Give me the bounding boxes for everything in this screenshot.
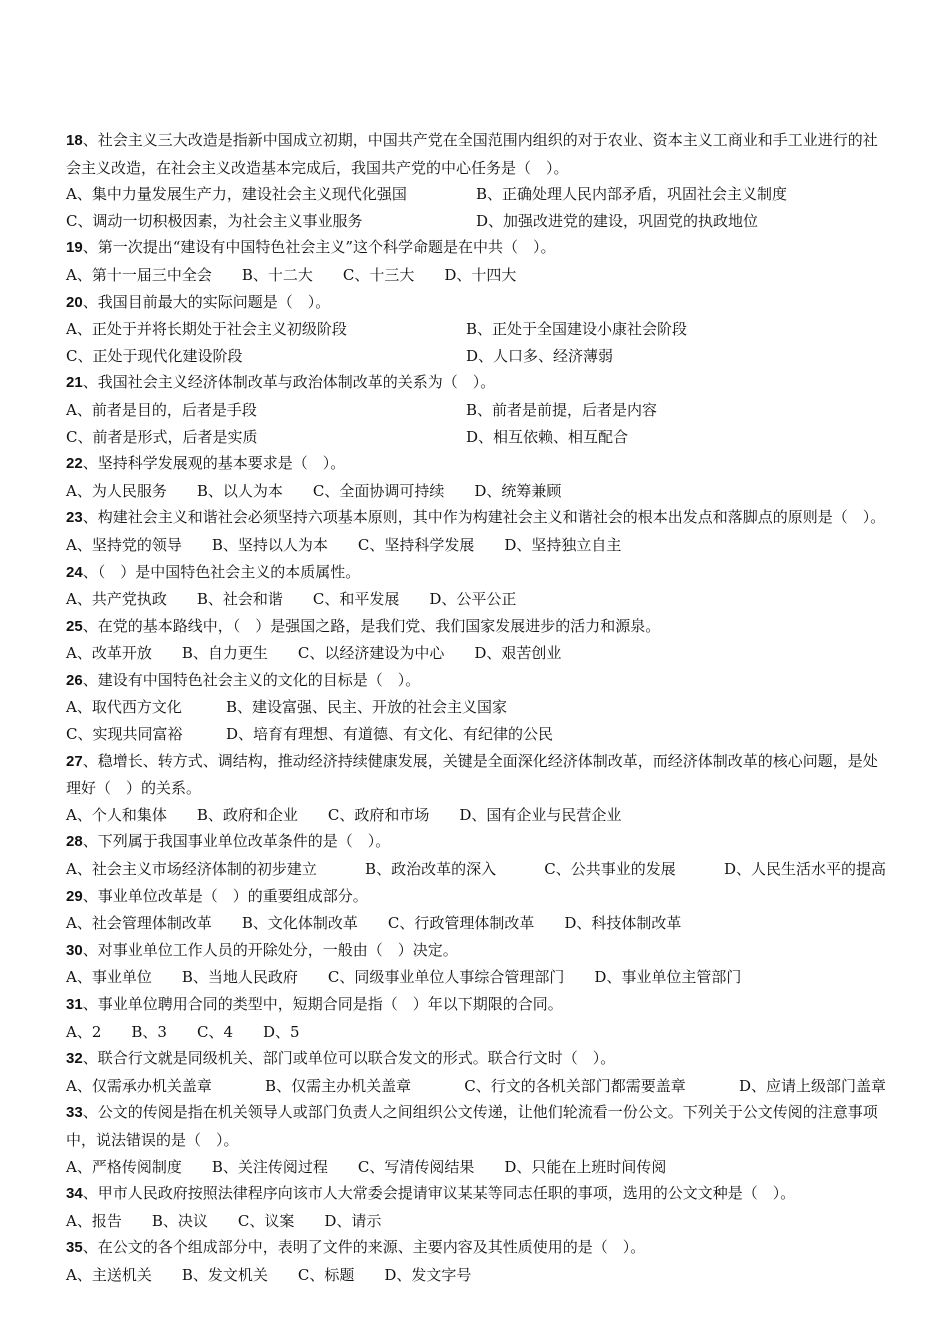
- option-c: C、行政管理体制改革: [387, 914, 535, 933]
- option-b: B、十二大: [241, 265, 313, 284]
- options-31: [66, 1019, 886, 1046]
- option-c: C、坚持科学发展: [357, 535, 475, 554]
- question-text: 、社会主义三大改造是指新中国成立初期，中国共产党在全国范围内组织的对于农业、资本主义工商业和手工业进行的社会主义改造，在社会主义改造基本完成后，我国共产党的中心任务是（ ）。: [66, 131, 878, 177]
- question-text: 、我国社会主义经济体制改革与政治体制改革的关系为（ ）。: [82, 373, 496, 392]
- option-a: A、为人民服务: [66, 481, 167, 500]
- option-c: C、正处于现代化建设阶段: [66, 346, 243, 365]
- option-a: A、社会管理体制改革: [66, 914, 212, 933]
- question-number: 24: [66, 563, 83, 581]
- question-30: [66, 937, 886, 965]
- option-b: B、发文机关: [181, 1265, 268, 1284]
- question-text: 、在公文的各个组成部分中，表明了文件的来源、主要内容及其性质使用的是（ ）。: [82, 1238, 646, 1257]
- question-number: 29: [66, 887, 83, 905]
- option-d: D、5: [263, 1022, 300, 1041]
- option-c: C、同级事业单位人事综合管理部门: [327, 968, 565, 987]
- question-18: [66, 127, 886, 181]
- question-text: 、事业单位聘用合同的类型中，短期合同是指（ ）年以下期限的合同。: [82, 995, 563, 1013]
- question-text: 、联合行文就是同级机关、部门或单位可以联合发文的形式。联合行文时（ ）。: [82, 1049, 616, 1068]
- question-26: [66, 667, 886, 695]
- question-27: [66, 748, 886, 802]
- question-number: 31: [66, 996, 83, 1013]
- question-28: [66, 828, 886, 856]
- option-b: B、坚持以人为本: [211, 535, 328, 554]
- option-d: D、加强改进党的建设，巩固党的执政地位: [476, 211, 759, 230]
- option-a: A、报告: [66, 1211, 122, 1230]
- options-27: [66, 802, 886, 829]
- question-19: [66, 234, 886, 262]
- option-c: C、写清传阅结果: [357, 1157, 475, 1176]
- option-d: D、国有企业与民营企业: [459, 805, 622, 824]
- option-b: B、政治改革的深入: [365, 860, 497, 879]
- options-18: [66, 181, 886, 234]
- option-c: C、4: [196, 1022, 233, 1041]
- options-25: [66, 640, 886, 667]
- option-c: C、议案: [237, 1211, 295, 1230]
- option-a: A、严格传阅制度: [66, 1157, 182, 1176]
- question-text: 、我国目前最大的实际问题是（ ）。: [82, 292, 331, 311]
- option-b: B、关注传阅过程: [211, 1157, 328, 1176]
- option-d: D、艰苦创业: [474, 644, 562, 663]
- options-34: [66, 1208, 886, 1235]
- option-a: A、取代西方文化: [66, 698, 182, 717]
- question-35: [66, 1234, 886, 1262]
- question-33: [66, 1099, 886, 1153]
- option-c: C、前者是形式，后者是实质: [66, 427, 258, 446]
- option-d: D、十四大: [444, 265, 517, 284]
- question-number: 25: [66, 617, 83, 635]
- option-b: B、当地人民政府: [181, 968, 298, 987]
- question-number: 35: [66, 1239, 83, 1257]
- question-number: 32: [66, 1050, 83, 1068]
- options-26: [66, 694, 886, 747]
- option-d: D、只能在上班时间传阅: [504, 1157, 667, 1176]
- option-a: A、集中力量发展生产力，建设社会主义现代化强国: [66, 185, 407, 204]
- question-text: 、在党的基本路线中，（ ）是强国之路，是我们党、我们国家发展进步的活力和源泉。: [82, 616, 661, 635]
- question-text: 、第一次提出“建设有中国特色社会主义”这个科学命题是在中共（ ）。: [82, 238, 556, 257]
- options-24: [66, 586, 886, 613]
- option-a: A、主送机关: [66, 1265, 152, 1284]
- question-text: 、构建社会主义和谐社会必须坚持六项基本原则，其中作为构建社会主义和谐社会的根本出发点和落脚点的原则是（ ）。: [82, 508, 886, 527]
- option-d: D、发文字号: [384, 1265, 472, 1284]
- options-22: [66, 478, 886, 505]
- option-b: B、政府和企业: [196, 805, 298, 824]
- question-number: 27: [66, 752, 83, 770]
- option-a: A、个人和集体: [66, 805, 167, 824]
- question-text: 、甲市人民政府按照法律程序向该市人大常委会提请审议某某等同志任职的事项，选用的公文文种是（ ）。: [82, 1184, 796, 1203]
- document-page: [66, 127, 886, 1289]
- question-number: 26: [66, 671, 83, 689]
- question-number: 18: [66, 132, 83, 149]
- option-c: C、行文的各机关部门都需要盖章: [464, 1076, 686, 1095]
- option-c: C、公共事业的发展: [544, 860, 676, 879]
- question-number: 34: [66, 1185, 83, 1203]
- options-29: [66, 910, 886, 937]
- question-number: 30: [66, 941, 83, 959]
- option-b: B、3: [131, 1022, 167, 1041]
- question-text: 、建设有中国特色社会主义的文化的目标是（ ）。: [82, 670, 421, 689]
- option-b: B、前者是前提，后者是内容: [466, 400, 658, 419]
- option-b: B、正确处理人民内部矛盾，巩固社会主义制度: [476, 185, 788, 204]
- option-c: C、标题: [297, 1265, 355, 1284]
- option-a: A、共产党执政: [66, 590, 167, 609]
- question-number: 33: [66, 1104, 83, 1122]
- question-text: 、稳增长、转方式、调结构，推动经济持续健康发展，关键是全面深化经济体制改革，而经济体制改革的核心问题，是处理好（ ）的关系。: [66, 751, 878, 798]
- option-a: A、仅需承办机关盖章: [66, 1076, 212, 1095]
- options-21: [66, 397, 886, 450]
- option-b: B、建设富强、民主、开放的社会主义国家: [226, 698, 508, 717]
- option-b: B、文化体制改革: [241, 914, 358, 933]
- options-30: [66, 964, 886, 991]
- option-a: A、第十一届三中全会: [66, 265, 212, 284]
- option-d: D、事业单位主管部门: [594, 968, 742, 987]
- question-25: [66, 613, 886, 641]
- question-text: 、坚持科学发展观的基本要求是（ ）。: [82, 454, 346, 473]
- options-23: [66, 532, 886, 559]
- option-b: B、自力更生: [181, 644, 268, 663]
- question-text: 、公文的传阅是指在机关领导人或部门负责人之间组织公文传递，让他们轮流看一份公文。下列关于公文传阅的注意事项中，说法错误的是（ ）。: [66, 1103, 878, 1149]
- options-32: [66, 1073, 886, 1100]
- options-35: [66, 1262, 886, 1289]
- option-d: D、人口多、经济薄弱: [466, 346, 614, 365]
- question-34: [66, 1180, 886, 1208]
- option-d: D、坚持独立自主: [504, 535, 622, 554]
- option-a: A、坚持党的领导: [66, 535, 182, 554]
- option-d: D、请示: [324, 1211, 382, 1230]
- question-23: [66, 504, 886, 532]
- question-29: [66, 883, 886, 911]
- question-number: 23: [66, 509, 83, 527]
- question-text: 、事业单位改革是（ ）的重要组成部分。: [82, 886, 368, 905]
- option-c: C、以经济建设为中心: [297, 644, 445, 663]
- option-c: C、和平发展: [312, 590, 400, 609]
- option-b: B、决议: [151, 1211, 208, 1230]
- option-d: D、应请上级部门盖章: [738, 1076, 886, 1095]
- question-number: 21: [66, 374, 83, 392]
- question-number: 19: [66, 239, 83, 257]
- question-22: [66, 450, 886, 478]
- option-d: D、科技体制改革: [564, 914, 682, 933]
- options-33: [66, 1154, 886, 1181]
- question-text: 、对事业单位工作人员的开除处分，一般由（ ）决定。: [82, 940, 458, 959]
- option-a: A、改革开放: [66, 644, 152, 663]
- option-d: D、统筹兼顾: [474, 481, 562, 500]
- option-b: B、社会和谐: [196, 590, 283, 609]
- options-28: [66, 856, 886, 883]
- option-a: A、社会主义市场经济体制的初步建立: [66, 860, 317, 879]
- options-19: [66, 262, 886, 289]
- option-b: B、以人为本: [196, 481, 283, 500]
- option-a: A、前者是目的，后者是手段: [66, 400, 257, 419]
- option-d: D、相互依赖、相互配合: [466, 427, 629, 446]
- option-d: D、人民生活水平的提高: [723, 860, 886, 879]
- question-number: 28: [66, 833, 83, 851]
- option-c: C、实现共同富裕: [66, 725, 183, 744]
- option-a: A、2: [66, 1022, 102, 1041]
- options-20: [66, 316, 886, 369]
- question-21: [66, 369, 886, 397]
- option-b: B、仅需主办机关盖章: [265, 1076, 412, 1095]
- question-number: 22: [66, 455, 83, 473]
- question-32: [66, 1045, 886, 1073]
- question-31: [66, 991, 886, 1019]
- question-24: [66, 559, 886, 587]
- question-text: 、下列属于我国事业单位改革条件的是（ ）。: [82, 832, 391, 851]
- option-b: B、正处于全国建设小康社会阶段: [466, 320, 688, 339]
- question-text: 、（ ）是中国特色社会主义的本质属性。: [82, 562, 361, 581]
- option-a: A、正处于并将长期处于社会主义初级阶段: [66, 320, 347, 339]
- question-number: 20: [66, 293, 83, 311]
- question-20: [66, 289, 886, 317]
- option-c: C、十三大: [342, 265, 415, 284]
- option-d: D、培育有理想、有道德、有文化、有纪律的公民: [226, 725, 554, 744]
- option-c: C、政府和市场: [327, 805, 430, 824]
- option-c: C、全面协调可持续: [312, 481, 445, 500]
- option-d: D、公平公正: [429, 590, 517, 609]
- option-a: A、事业单位: [66, 968, 152, 987]
- option-c: C、调动一切积极因素，为社会主义事业服务: [66, 211, 363, 230]
